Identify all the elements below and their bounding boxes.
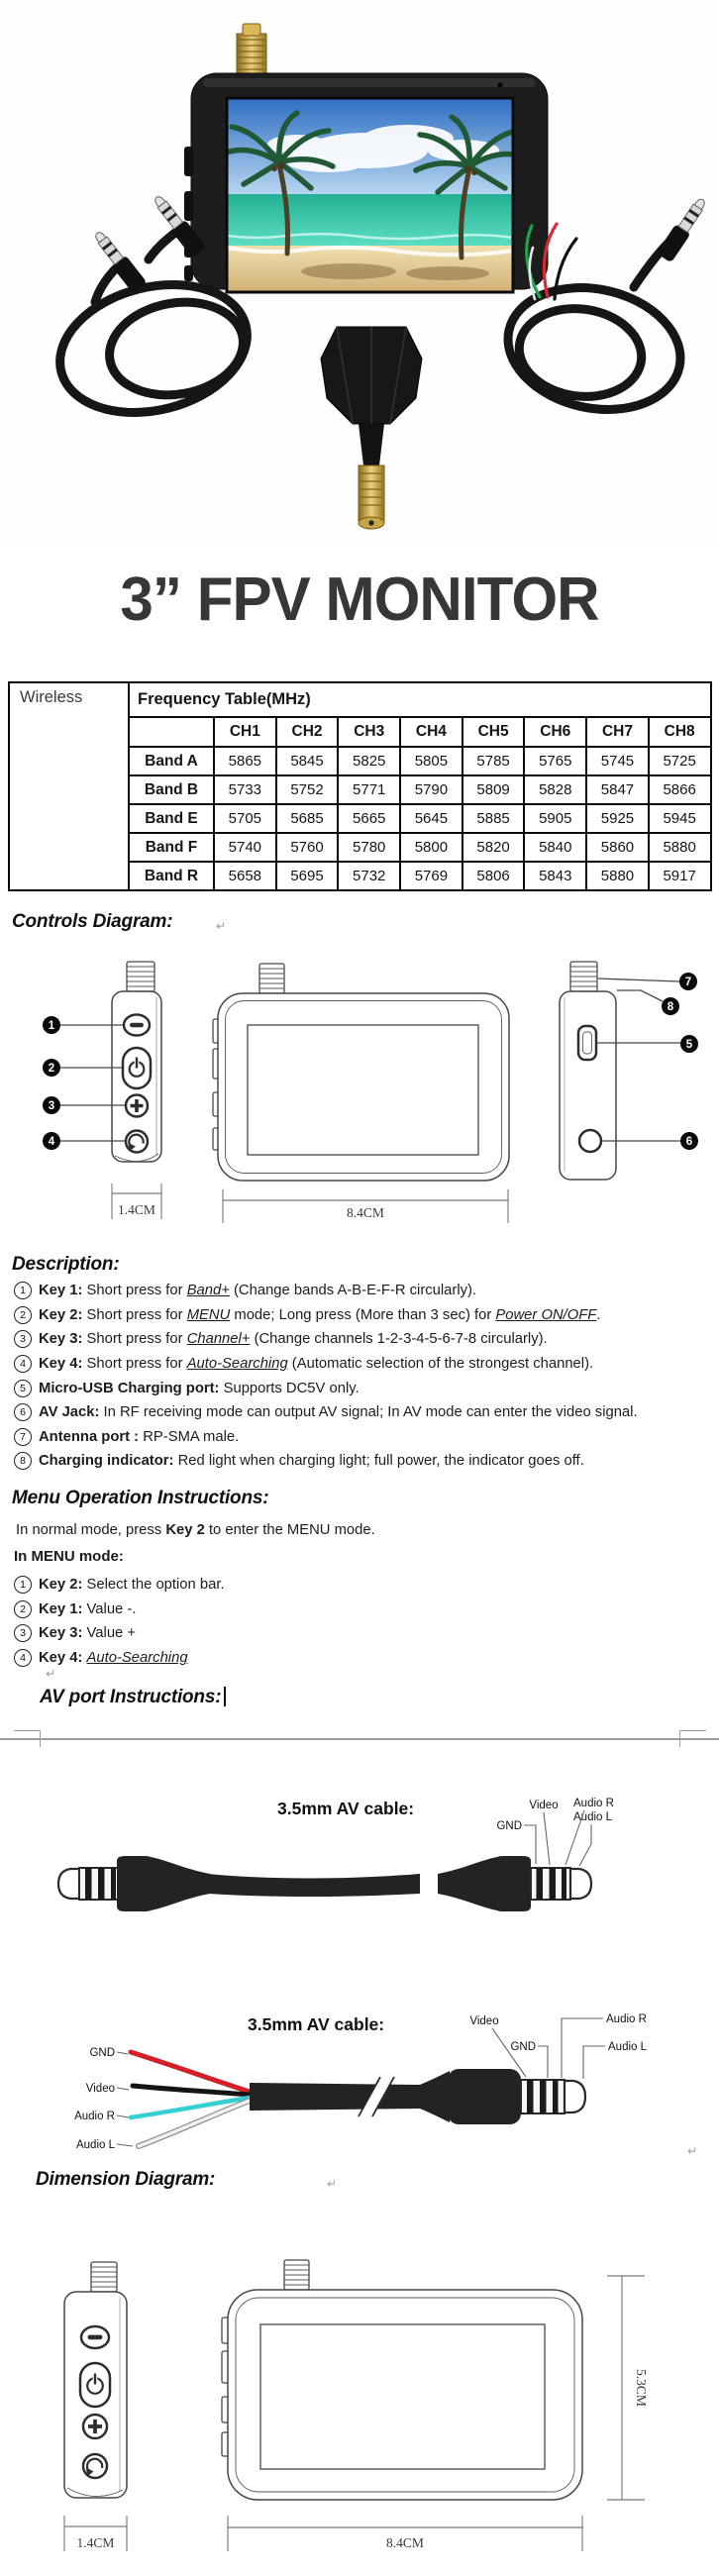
channel-header: CH8 <box>649 717 711 747</box>
page-title: 3” FPV MONITOR <box>120 566 599 634</box>
crop-mark-left <box>14 1730 41 1747</box>
channel-header: CH1 <box>214 717 276 747</box>
circled-number: 1 <box>14 1576 32 1594</box>
circled-number: 6 <box>14 1403 32 1421</box>
frequency-value: 5880 <box>649 833 711 862</box>
frequency-value: 5809 <box>462 775 525 804</box>
svg-text:6: 6 <box>685 1136 693 1148</box>
channel-header: CH5 <box>462 717 525 747</box>
cable2-left-labels <box>74 2047 133 2151</box>
text-segment: Key 3: <box>39 1331 83 1348</box>
frequency-value: 5945 <box>649 804 711 833</box>
audio-l-label: Audio L <box>573 1811 613 1823</box>
channel-header: CH6 <box>524 717 586 747</box>
text-segment: to enter the MENU mode. <box>204 1522 375 1538</box>
cable2-drawing <box>250 2069 585 2124</box>
frequency-value: 5905 <box>524 804 586 833</box>
plug-tip <box>565 2081 585 2112</box>
product-photo <box>0 0 719 543</box>
front-width-dim: 8.4CM <box>347 1205 384 1220</box>
audio-r-label: Audio R <box>573 1798 614 1809</box>
minus-icon <box>130 1023 144 1027</box>
video-label: Video <box>529 1800 559 1811</box>
frequency-value: 5840 <box>524 833 586 862</box>
empty-cell <box>129 717 214 747</box>
paragraph-mark: ↵ <box>327 2177 338 2191</box>
band-name: Band B <box>129 775 214 804</box>
list-item-text <box>39 1577 225 1593</box>
side-view <box>64 2262 127 2551</box>
list-item-text <box>39 1283 476 1298</box>
bare-wires <box>131 2052 250 2146</box>
audio-l-label: Audio L <box>75 2139 115 2151</box>
frequency-value: 5760 <box>276 833 339 862</box>
wireless-row-header: Wireless <box>9 682 129 890</box>
frequency-value: 5752 <box>276 775 339 804</box>
cable1-drawing <box>58 1856 591 1911</box>
channel-header: CH2 <box>276 717 339 747</box>
frequency-value: 5828 <box>524 775 586 804</box>
frequency-value: 5790 <box>400 775 462 804</box>
list-item <box>14 1425 713 1450</box>
text-segment: Value -. <box>82 1600 137 1617</box>
height-dimension <box>607 2276 649 2500</box>
frequency-value: 5732 <box>338 862 400 890</box>
cable2-title: 3.5mm AV cable: <box>248 2014 385 2034</box>
circled-number: 3 <box>14 1330 32 1348</box>
text-segment: Key 1: <box>39 1600 83 1617</box>
band-name: Band A <box>129 747 214 775</box>
list-item <box>14 1621 713 1646</box>
plug-body-right <box>438 1856 531 1911</box>
palm-shadow <box>406 266 489 280</box>
circled-number: 2 <box>14 1306 32 1324</box>
list-item <box>14 1573 713 1597</box>
av-cable-diagram-2 <box>0 1981 719 2169</box>
plug-body <box>448 2069 521 2124</box>
text-segment: Band+ <box>186 1283 230 1299</box>
gnd-label: GND <box>496 1820 522 1832</box>
frequency-value: 5665 <box>338 804 400 833</box>
frequency-value: 5843 <box>524 862 586 890</box>
frequency-value: 5805 <box>400 747 462 775</box>
text-segment: Key 2 <box>165 1522 205 1538</box>
menu-list <box>14 1573 713 1670</box>
band-name: Band E <box>129 804 214 833</box>
text-segment: MENU <box>186 1306 231 1323</box>
text-segment: Charging indicator: <box>39 1453 174 1470</box>
palm-shadow <box>301 263 396 279</box>
frequency-table <box>8 681 712 891</box>
svg-text:3: 3 <box>48 1100 55 1112</box>
frequency-value: 5865 <box>214 747 276 775</box>
text-segment: (Change channels 1-2-3-4-5-6-7-8 circularly). <box>250 1331 548 1348</box>
side-view-left <box>43 962 161 1219</box>
side-view-right <box>560 962 698 1180</box>
list-item-text <box>39 1601 136 1617</box>
frequency-value: 5695 <box>276 862 339 890</box>
frequency-value: 5705 <box>214 804 276 833</box>
text-segment: . <box>596 1306 601 1323</box>
audio-l-label: Audio L <box>608 2041 648 2053</box>
dimension-diagram <box>0 2218 719 2560</box>
sea <box>227 194 513 248</box>
indicator-hole <box>498 83 503 88</box>
circled-number: 1 <box>14 1282 32 1299</box>
text-segment: Select the option bar. <box>82 1577 225 1594</box>
list-item <box>14 1327 713 1352</box>
frequency-value: 5645 <box>400 804 462 833</box>
frequency-value: 5880 <box>586 862 649 890</box>
frequency-value: 5685 <box>276 804 339 833</box>
frequency-value: 5885 <box>462 804 525 833</box>
list-item-text <box>39 1429 239 1445</box>
list-item-text <box>39 1356 593 1372</box>
text-segment: (Automatic selection of the strongest channel). <box>287 1356 594 1373</box>
text-segment: Micro-USB Charging port: <box>39 1380 220 1396</box>
audio-r-label: Audio R <box>606 2013 647 2025</box>
circled-number: 4 <box>14 1649 32 1667</box>
circled-number: 2 <box>14 1600 32 1618</box>
audio-r-label: Audio R <box>74 2111 115 2122</box>
controls-heading: Controls Diagram: <box>12 911 173 932</box>
circled-number: 3 <box>14 1624 32 1642</box>
frequency-value: 5847 <box>586 775 649 804</box>
list-item <box>14 1400 713 1425</box>
text-segment: Supports DC5V only. <box>219 1380 360 1396</box>
list-item-text <box>39 1453 584 1469</box>
cable1-labels <box>496 1798 613 1866</box>
frequency-value: 5806 <box>462 862 525 890</box>
text-segment: Key 1: <box>39 1283 83 1299</box>
plug-tip-left <box>58 1869 79 1899</box>
front-width-dim: 8.4CM <box>386 2535 424 2550</box>
height-dim: 5.3CM <box>634 2369 649 2407</box>
frequency-value: 5765 <box>524 747 586 775</box>
text-segment: Channel+ <box>186 1331 251 1348</box>
cable-body <box>250 2083 420 2111</box>
channel-header: CH3 <box>338 717 400 747</box>
list-item-text <box>39 1381 360 1396</box>
channel-header: CH7 <box>586 717 649 747</box>
video-label: Video <box>469 2015 499 2027</box>
svg-text:5: 5 <box>685 1039 693 1051</box>
gnd-label: GND <box>510 2041 536 2053</box>
list-item <box>14 1646 713 1671</box>
text-segment: Key 2: <box>39 1306 83 1323</box>
text-segment: RP-SMA male. <box>139 1428 240 1445</box>
paragraph-mark: ↵ <box>46 1667 56 1681</box>
front-view <box>222 2260 582 2551</box>
minus-icon <box>88 2335 103 2340</box>
page-divider <box>0 1738 719 1740</box>
list-item <box>14 1279 713 1303</box>
svg-text:7: 7 <box>684 977 692 988</box>
cable-middle <box>208 1874 420 1897</box>
side-width-dim: 1.4CM <box>76 2535 115 2550</box>
description-heading: Description: <box>12 1254 120 1275</box>
circled-number: 5 <box>14 1380 32 1397</box>
list-item <box>14 1376 713 1400</box>
list-item-text <box>39 1625 136 1641</box>
text-segment: Red light when charging light; full power, the indicator goes off. <box>173 1453 584 1470</box>
paragraph-mark: ↵ <box>687 2144 698 2158</box>
frequency-value: 5860 <box>586 833 649 862</box>
micro-usb-port <box>578 1026 596 1060</box>
text-segment: Key 3: <box>39 1625 83 1642</box>
text-segment: Short press for <box>82 1356 187 1373</box>
menu-mode-label: In MENU mode: <box>14 1548 124 1565</box>
text-segment: Antenna port : <box>39 1428 140 1445</box>
svg-text:4: 4 <box>48 1136 55 1148</box>
frequency-value: 5925 <box>586 804 649 833</box>
text-segment: AV Jack: <box>39 1404 100 1421</box>
text-segment: Power ON/OFF <box>495 1306 597 1323</box>
frequency-value: 5769 <box>400 862 462 890</box>
text-segment: (Change bands A-B-E-F-R circularly). <box>229 1283 477 1299</box>
circled-number: 7 <box>14 1428 32 1446</box>
frequency-value: 5745 <box>586 747 649 775</box>
list-item <box>14 1303 713 1328</box>
frequency-value: 5800 <box>400 833 462 862</box>
text-segment: In normal mode, press <box>16 1522 166 1538</box>
list-item <box>14 1597 713 1622</box>
front-view <box>213 964 509 1223</box>
av-cable-diagram-1 <box>0 1773 719 1971</box>
circled-number: 8 <box>14 1452 32 1470</box>
paragraph-mark: ↵ <box>216 919 227 933</box>
frequency-value: 5658 <box>214 862 276 890</box>
list-item <box>14 1449 713 1474</box>
av-port-heading-text: AV port Instructions: <box>40 1687 222 1707</box>
text-segment: Key 4: <box>39 1650 83 1667</box>
frequency-value: 5740 <box>214 833 276 862</box>
text-segment: Auto-Searching <box>86 1650 188 1667</box>
frequency-value: 5866 <box>649 775 711 804</box>
band-name: Band R <box>129 862 214 890</box>
crop-mark-right <box>679 1730 706 1747</box>
list-item <box>14 1352 713 1377</box>
list-item-text <box>39 1331 548 1347</box>
text-segment: Short press for <box>82 1331 187 1348</box>
text-segment: Short press for <box>82 1283 187 1299</box>
controls-diagram <box>0 946 719 1233</box>
frequency-value: 5845 <box>276 747 339 775</box>
frequency-value: 5733 <box>214 775 276 804</box>
av-jack <box>579 1130 601 1152</box>
cable1-title: 3.5mm AV cable: <box>277 1799 415 1818</box>
frequency-value: 5825 <box>338 747 400 775</box>
svg-text:2: 2 <box>48 1063 55 1075</box>
text-segment: Key 4: <box>39 1356 83 1373</box>
text-segment: Key 2: <box>39 1577 83 1594</box>
video-label: Video <box>85 2083 115 2095</box>
frequency-value: 5785 <box>462 747 525 775</box>
frequency-value: 5725 <box>649 747 711 775</box>
svg-text:8: 8 <box>667 1001 674 1013</box>
text-segment: mode; Long press (More than 3 sec) for <box>230 1306 496 1323</box>
frequency-value: 5780 <box>338 833 400 862</box>
list-item-text <box>39 1650 188 1666</box>
plug-tip-right <box>570 1869 591 1899</box>
text-segment: Auto-Searching <box>186 1356 288 1373</box>
text-cursor <box>224 1687 226 1706</box>
gnd-label: GND <box>89 2047 115 2059</box>
side-width-dim: 1.4CM <box>118 1202 155 1217</box>
svg-text:1: 1 <box>48 1020 55 1032</box>
menu-heading: Menu Operation Instructions: <box>12 1488 269 1508</box>
text-segment: Short press for <box>82 1306 187 1323</box>
text-segment: In RF receiving mode can output AV signal; In AV mode can enter the video signal. <box>99 1404 638 1421</box>
monitor-screen <box>226 98 523 292</box>
frequency-value: 5820 <box>462 833 525 862</box>
channel-header: CH4 <box>400 717 462 747</box>
menu-intro-line <box>16 1522 375 1538</box>
frequency-value: 5771 <box>338 775 400 804</box>
circled-number: 4 <box>14 1355 32 1373</box>
av-port-heading <box>40 1687 226 1708</box>
plug-body-left <box>117 1856 210 1911</box>
list-item-text <box>39 1404 638 1420</box>
frequency-table-title: Frequency Table(MHz) <box>129 682 711 717</box>
list-item-text <box>39 1307 600 1323</box>
description-list <box>14 1279 713 1474</box>
dimension-heading: Dimension Diagram: <box>36 2169 216 2190</box>
frequency-value: 5917 <box>649 862 711 890</box>
band-name: Band F <box>129 833 214 862</box>
text-segment: Value + <box>82 1625 137 1642</box>
